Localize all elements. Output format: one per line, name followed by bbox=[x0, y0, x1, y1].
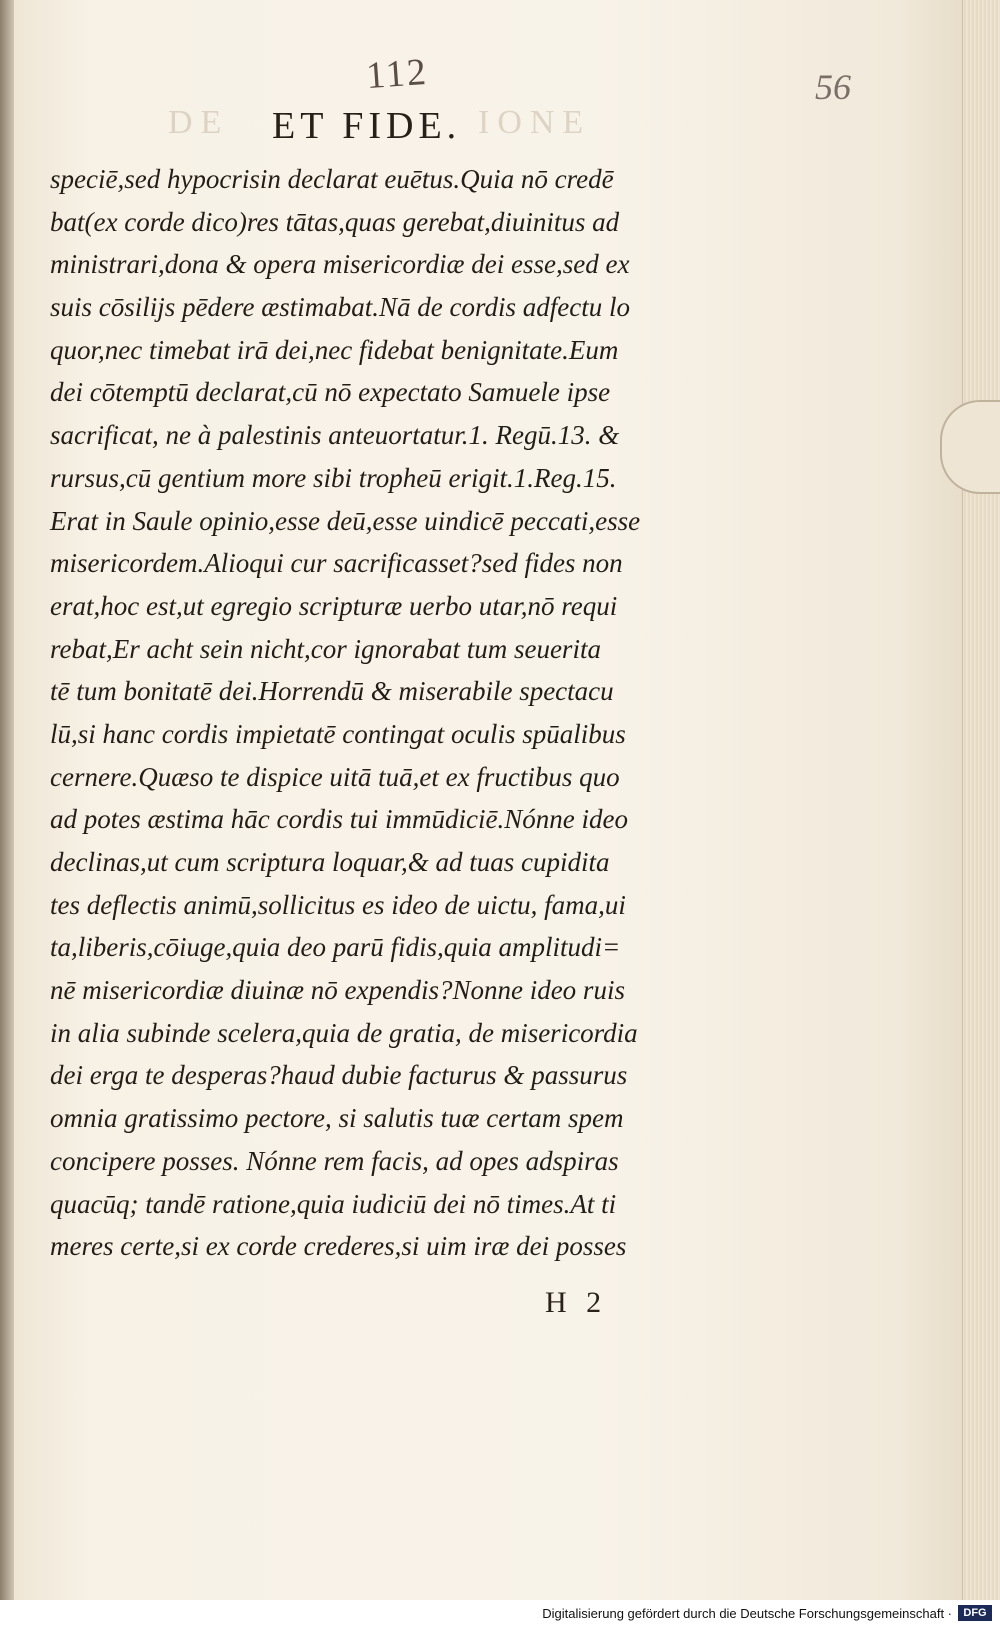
text-line: rebat,Er acht sein nicht,cor ignorabat tum seuerita bbox=[50, 633, 601, 664]
folio-number: 56 bbox=[815, 67, 851, 107]
text-line: bat(ex corde dico)res tātas,quas gerebat,diuinitus ad bbox=[50, 206, 620, 237]
text-line: concipere posses. Nónne rem facis, ad opes adspiras bbox=[50, 1145, 619, 1176]
text-line: ad potes æstima hāc cordis tui immūdiciē.Nónne ideo bbox=[50, 804, 628, 835]
text-line: dei cōtemptū declarat,cū nō expectato Samuele ipse bbox=[50, 377, 611, 408]
body-text bbox=[50, 158, 770, 1268]
book-clasp bbox=[940, 400, 1000, 494]
text-line: tē tum bonitatē dei.Horrendū & miserabile spectacu bbox=[50, 676, 614, 707]
running-title: ET FIDE. bbox=[272, 105, 462, 147]
text-line: rursus,cū gentium more sibi tropheū erigit.1.Reg.15. bbox=[50, 462, 617, 493]
dfg-logo-icon: DFG bbox=[958, 1605, 992, 1621]
text-line: Erat in Saule opinio,esse deū,esse uindicē peccati,esse bbox=[50, 505, 641, 536]
footer-credit: Digitalisierung gefördert durch die Deutsche Forschungsgemeinschaft · bbox=[542, 1606, 952, 1621]
text-line: declinas,ut cum scriptura loquar,& ad tuas cupidita bbox=[50, 847, 610, 877]
bleed-through-right: IONE bbox=[478, 104, 592, 141]
text-line: nē misericordiæ diuinæ nō expendis?Nonne ideo ruis bbox=[50, 975, 625, 1006]
text-line: suis cōsilijs pēdere æstimabat.Nā de cordis adfectu lo bbox=[50, 292, 630, 323]
text-line: quacūq; tandē ratione,quia iudiciū dei nō times.At ti bbox=[50, 1188, 617, 1219]
text-line: ta,liberis,cōiuge,quia deo parū fidis,quia amplitudi= bbox=[50, 932, 621, 963]
text-line: lū,si hanc cordis impietatē contingat oculis spūalibus bbox=[50, 718, 626, 749]
bleed-through-left: DE bbox=[168, 104, 230, 141]
signature-mark: H 2 bbox=[545, 1286, 608, 1319]
handwritten-note: 112 bbox=[364, 50, 430, 98]
page-edges bbox=[962, 0, 1000, 1600]
text-line: tes deflectis animū,sollicitus es ideo de uictu, fama,ui bbox=[50, 889, 626, 920]
text-line: omnia gratissimo pectore, si salutis tuæ certam spem bbox=[50, 1103, 624, 1134]
text-line: misericordem.Alioqui cur sacrificasset?sed fides non bbox=[50, 548, 623, 579]
text-line: sacrificat, ne à palestinis anteuortatur.1. Regū.13. & bbox=[50, 420, 620, 451]
text-line: meres certe,si ex corde crederes,si uim iræ dei posses bbox=[50, 1231, 627, 1262]
text-line: in alia subinde scelera,quia de gratia, de misericordia bbox=[50, 1017, 638, 1048]
text-line: dei erga te desperas?haud dubie facturus & passurus bbox=[50, 1060, 628, 1091]
text-line: ministrari,dona & opera misericordiæ dei esse,sed ex bbox=[50, 249, 630, 280]
text-line: cernere.Quæso te dispice uitā tuā,et ex fructibus quo bbox=[50, 761, 620, 792]
text-line: speciē,sed hypocrisin declarat euētus.Quia nō credē bbox=[50, 164, 614, 194]
text-line: quor,nec timebat irā dei,nec fidebat benignitate.Eum bbox=[50, 334, 619, 365]
text-line: erat,hoc est,ut egregio scripturæ uerbo utar,nō requi bbox=[50, 590, 618, 621]
